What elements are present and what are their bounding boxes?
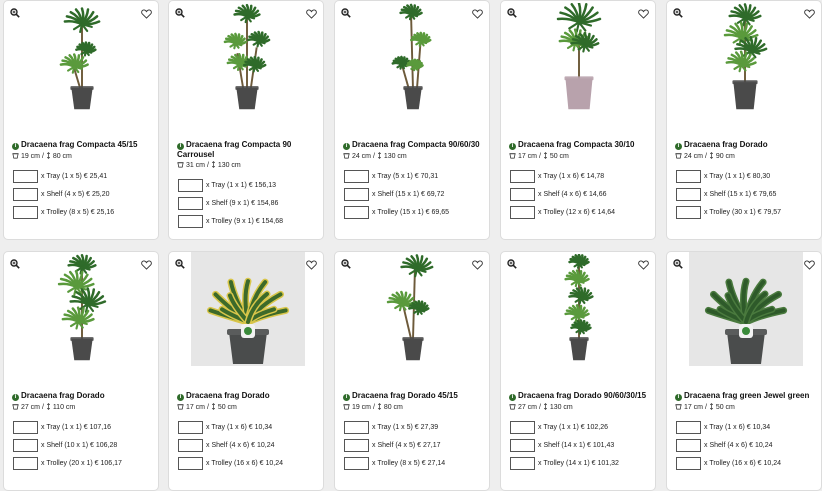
order-option-label: x Trolley (14 x 1) € 101,32 xyxy=(538,459,619,467)
product-title[interactable] xyxy=(343,140,483,150)
order-option-label: x Tray (1 x 5) € 27,39 xyxy=(372,423,439,431)
quantity-input[interactable] xyxy=(676,457,701,470)
height-arrow-icon xyxy=(46,404,51,411)
product-title[interactable] xyxy=(177,140,317,159)
product-dimensions: 31 cm / 130 cm xyxy=(177,161,241,169)
pot-diameter: 17 cm xyxy=(185,404,206,411)
heart-icon[interactable] xyxy=(804,6,815,16)
product-dimensions: 24 cm / 130 cm xyxy=(343,152,407,160)
order-option-label: x Tray (1 x 5) € 25,41 xyxy=(41,172,108,180)
product-name: Dracaena frag Compacta 90 Carrousel xyxy=(177,140,292,159)
zoom-icon[interactable] xyxy=(175,256,185,266)
heart-icon[interactable] xyxy=(306,6,317,16)
height-arrow-icon xyxy=(709,404,714,411)
order-option-label: x Shelf (4 x 6) € 10,24 xyxy=(704,441,773,449)
product-image[interactable] xyxy=(521,254,637,366)
heart-icon[interactable] xyxy=(141,6,152,16)
product-title[interactable] xyxy=(343,391,483,401)
order-row xyxy=(13,418,159,436)
zoom-icon[interactable] xyxy=(10,5,20,15)
product-card[interactable] xyxy=(334,251,490,491)
product-card[interactable] xyxy=(168,0,324,240)
zoom-icon[interactable] xyxy=(341,5,351,15)
product-title[interactable] xyxy=(509,391,649,401)
order-option-label: x Shelf (15 x 1) € 69,72 xyxy=(372,190,445,198)
heart-icon[interactable] xyxy=(638,257,649,267)
zoom-icon[interactable] xyxy=(507,5,517,15)
order-option-label: x Trolley (20 x 1) € 106,17 xyxy=(41,459,122,467)
plant-height: 80 cm xyxy=(52,153,72,160)
product-card[interactable] xyxy=(168,251,324,491)
order-row xyxy=(344,418,490,436)
product-name: Dracaena frag Dorado xyxy=(186,391,270,400)
pot-diameter: 27 cm xyxy=(20,404,41,411)
height-arrow-icon xyxy=(211,404,216,411)
product-title[interactable] xyxy=(12,140,152,150)
quantity-input[interactable] xyxy=(178,179,203,192)
height-arrow-icon xyxy=(543,153,548,160)
quantity-input[interactable] xyxy=(510,457,535,470)
info-icon[interactable]: i xyxy=(177,394,184,401)
pot-diameter: 17 cm xyxy=(517,153,538,160)
order-row xyxy=(344,185,490,203)
product-dimensions: 19 cm / 80 cm xyxy=(12,152,72,160)
order-row xyxy=(510,167,656,185)
product-dimensions: 24 cm / 90 cm xyxy=(675,152,735,160)
height-arrow-icon xyxy=(377,153,382,160)
order-option-label: x Trolley (16 x 6) € 10,24 xyxy=(704,459,782,467)
quantity-input[interactable] xyxy=(344,439,369,452)
quantity-input[interactable] xyxy=(344,421,369,434)
order-option-label: x Trolley (12 x 6) € 14,64 xyxy=(538,208,616,216)
order-option-label: x Tray (1 x 1) € 156,13 xyxy=(206,181,277,189)
order-options xyxy=(13,167,159,221)
info-icon[interactable]: i xyxy=(343,143,350,150)
product-image[interactable] xyxy=(355,3,471,115)
product-dimensions: 19 cm / 80 cm xyxy=(343,403,403,411)
product-card[interactable] xyxy=(3,0,159,240)
quantity-input[interactable] xyxy=(344,206,369,219)
pot-icon xyxy=(12,404,19,411)
order-option-label: x Shelf (10 x 1) € 106,28 xyxy=(41,441,118,449)
zoom-icon[interactable] xyxy=(175,5,185,15)
plant-height: 80 cm xyxy=(383,404,403,411)
quantity-input[interactable] xyxy=(344,170,369,183)
quantity-input[interactable] xyxy=(13,188,38,201)
quantity-input[interactable] xyxy=(676,170,701,183)
order-option-label: x Shelf (4 x 5) € 27,17 xyxy=(372,441,441,449)
quantity-input[interactable] xyxy=(178,421,203,434)
order-options xyxy=(676,418,822,472)
quantity-input[interactable] xyxy=(676,439,701,452)
product-card[interactable] xyxy=(3,251,159,491)
product-card[interactable] xyxy=(500,0,656,240)
info-icon[interactable]: i xyxy=(12,143,19,150)
order-option-label: x Tray (1 x 6) € 14,78 xyxy=(538,172,605,180)
pot-icon xyxy=(509,153,516,160)
order-option-label: x Tray (1 x 1) € 107,16 xyxy=(41,423,112,431)
info-icon[interactable]: i xyxy=(343,394,350,401)
plant-height: 90 cm xyxy=(715,153,735,160)
product-title[interactable] xyxy=(675,391,815,401)
order-options xyxy=(510,418,656,472)
order-row xyxy=(13,167,159,185)
order-option-label: x Trolley (9 x 1) € 154,68 xyxy=(206,217,284,225)
order-row xyxy=(676,167,822,185)
info-icon[interactable]: i xyxy=(509,394,516,401)
heart-icon[interactable] xyxy=(306,257,317,267)
heart-icon[interactable] xyxy=(472,257,483,267)
order-row xyxy=(178,454,324,472)
product-image[interactable] xyxy=(24,3,140,115)
quantity-input[interactable] xyxy=(510,421,535,434)
order-option-label: x Shelf (15 x 1) € 79,65 xyxy=(704,190,777,198)
order-options xyxy=(178,176,324,230)
plant-height: 130 cm xyxy=(217,162,241,169)
zoom-icon[interactable] xyxy=(10,256,20,266)
plant-height: 110 cm xyxy=(52,404,76,411)
pot-diameter: 31 cm xyxy=(185,162,206,169)
order-row xyxy=(178,418,324,436)
order-option-label: x Tray (5 x 1) € 70,31 xyxy=(372,172,439,180)
order-row xyxy=(676,203,822,221)
order-row xyxy=(13,436,159,454)
pot-icon xyxy=(343,404,350,411)
heart-icon[interactable] xyxy=(638,6,649,16)
product-name: Dracaena frag Dorado 45/15 xyxy=(352,391,458,400)
order-row xyxy=(676,418,822,436)
info-icon[interactable]: i xyxy=(675,143,682,150)
order-row xyxy=(510,203,656,221)
zoom-icon[interactable] xyxy=(341,256,351,266)
order-row xyxy=(676,454,822,472)
quantity-input[interactable] xyxy=(510,206,535,219)
order-row xyxy=(178,436,324,454)
pot-icon xyxy=(12,153,19,160)
pot-diameter: 24 cm xyxy=(683,153,704,160)
info-icon[interactable]: i xyxy=(12,394,19,401)
product-name: Dracaena frag Compacta 90/60/30 xyxy=(352,140,480,149)
info-icon[interactable]: i xyxy=(675,394,682,401)
product-title[interactable] xyxy=(675,140,815,150)
pot-diameter: 27 cm xyxy=(517,404,538,411)
plant-height: 50 cm xyxy=(715,404,735,411)
height-arrow-icon xyxy=(377,404,382,411)
pot-icon xyxy=(177,162,184,169)
pot-diameter: 19 cm xyxy=(351,404,372,411)
product-image[interactable] xyxy=(191,252,305,366)
product-name: Dracaena frag Dorado 90/60/30/15 xyxy=(518,391,647,400)
pot-icon xyxy=(343,153,350,160)
height-arrow-icon xyxy=(46,153,51,160)
order-row xyxy=(344,167,490,185)
product-dimensions: 17 cm / 50 cm xyxy=(675,403,735,411)
order-option-label: x Tray (1 x 6) € 10,34 xyxy=(206,423,273,431)
order-options xyxy=(344,167,490,221)
heart-icon[interactable] xyxy=(472,6,483,16)
quantity-input[interactable] xyxy=(178,457,203,470)
quantity-input[interactable] xyxy=(178,439,203,452)
product-dimensions: 17 cm / 50 cm xyxy=(509,152,569,160)
pot-icon xyxy=(177,404,184,411)
order-option-label: x Tray (1 x 1) € 102,26 xyxy=(538,423,609,431)
product-name: Dracaena frag Dorado xyxy=(21,391,105,400)
order-row xyxy=(510,454,656,472)
product-title[interactable] xyxy=(12,391,152,401)
product-card[interactable] xyxy=(500,251,656,491)
order-row xyxy=(344,436,490,454)
product-card[interactable] xyxy=(334,0,490,240)
quantity-input[interactable] xyxy=(510,439,535,452)
product-card[interactable] xyxy=(666,251,822,491)
order-option-label: x Trolley (16 x 6) € 10,24 xyxy=(206,459,284,467)
order-options xyxy=(178,418,324,472)
product-image[interactable] xyxy=(355,254,471,366)
pot-diameter: 24 cm xyxy=(351,153,372,160)
order-option-label: x Shelf (9 x 1) € 154,86 xyxy=(206,199,279,207)
product-image[interactable] xyxy=(521,3,637,115)
product-name: Dracaena frag Compacta 30/10 xyxy=(518,140,635,149)
product-image[interactable] xyxy=(189,3,305,115)
product-dimensions: 27 cm / 130 cm xyxy=(509,403,573,411)
pot-icon xyxy=(675,153,682,160)
heart-icon[interactable] xyxy=(141,257,152,267)
quantity-input[interactable] xyxy=(13,457,38,470)
zoom-icon[interactable] xyxy=(673,5,683,15)
product-dimensions: 17 cm / 50 cm xyxy=(177,403,237,411)
order-row xyxy=(13,203,159,221)
order-options xyxy=(676,167,822,221)
order-option-label: x Shelf (14 x 1) € 101,43 xyxy=(538,441,615,449)
order-row xyxy=(676,436,822,454)
quantity-input[interactable] xyxy=(13,421,38,434)
quantity-input[interactable] xyxy=(344,188,369,201)
quantity-input[interactable] xyxy=(510,170,535,183)
order-options xyxy=(344,418,490,472)
heart-icon[interactable] xyxy=(804,257,815,267)
quantity-input[interactable] xyxy=(344,457,369,470)
order-option-label: x Trolley (30 x 1) € 79,57 xyxy=(704,208,782,216)
pot-icon xyxy=(675,404,682,411)
pot-diameter: 17 cm xyxy=(683,404,704,411)
quantity-input[interactable] xyxy=(178,215,203,228)
product-card[interactable] xyxy=(666,0,822,240)
order-option-label: x Shelf (4 x 6) € 14,66 xyxy=(538,190,607,198)
plant-height: 50 cm xyxy=(217,404,237,411)
order-row xyxy=(178,194,324,212)
order-option-label: x Trolley (15 x 1) € 69,65 xyxy=(372,208,450,216)
order-row xyxy=(13,185,159,203)
plant-height: 130 cm xyxy=(549,404,573,411)
quantity-input[interactable] xyxy=(13,170,38,183)
height-arrow-icon xyxy=(543,404,548,411)
pot-icon xyxy=(509,404,516,411)
order-options xyxy=(13,418,159,472)
info-icon[interactable]: i xyxy=(509,143,516,150)
quantity-input[interactable] xyxy=(510,188,535,201)
height-arrow-icon xyxy=(211,162,216,169)
product-title[interactable] xyxy=(509,140,649,150)
quantity-input[interactable] xyxy=(676,421,701,434)
order-option-label: x Shelf (4 x 6) € 10,24 xyxy=(206,441,275,449)
product-name: Dracaena frag green Jewel green xyxy=(684,391,810,400)
product-image[interactable] xyxy=(687,3,803,115)
order-option-label: x Tray (1 x 6) € 10,34 xyxy=(704,423,771,431)
order-option-label: x Trolley (8 x 5) € 25,16 xyxy=(41,208,115,216)
product-image[interactable] xyxy=(689,252,803,366)
pot-diameter: 19 cm xyxy=(20,153,41,160)
product-dimensions: 27 cm / 110 cm xyxy=(12,403,75,411)
order-option-label: x Shelf (4 x 5) € 25,20 xyxy=(41,190,110,198)
height-arrow-icon xyxy=(709,153,714,160)
product-name: Dracaena frag Dorado xyxy=(684,140,768,149)
info-icon[interactable]: i xyxy=(177,143,184,150)
plant-height: 50 cm xyxy=(549,153,569,160)
order-row xyxy=(344,203,490,221)
quantity-input[interactable] xyxy=(178,197,203,210)
plant-height: 130 cm xyxy=(383,153,407,160)
order-row xyxy=(178,176,324,194)
quantity-input[interactable] xyxy=(676,188,701,201)
order-row xyxy=(676,185,822,203)
zoom-icon[interactable] xyxy=(507,256,517,266)
quantity-input[interactable] xyxy=(676,206,701,219)
quantity-input[interactable] xyxy=(13,439,38,452)
order-row xyxy=(344,454,490,472)
product-name: Dracaena frag Compacta 45/15 xyxy=(21,140,138,149)
order-row xyxy=(510,418,656,436)
order-row xyxy=(510,436,656,454)
product-title[interactable] xyxy=(177,391,317,401)
order-option-label: x Tray (1 x 1) € 80,30 xyxy=(704,172,771,180)
order-options xyxy=(510,167,656,221)
product-image[interactable] xyxy=(24,254,140,366)
zoom-icon[interactable] xyxy=(673,256,683,266)
order-row xyxy=(510,185,656,203)
order-option-label: x Trolley (8 x 5) € 27,14 xyxy=(372,459,446,467)
quantity-input[interactable] xyxy=(13,206,38,219)
order-row xyxy=(13,454,159,472)
order-row xyxy=(178,212,324,230)
